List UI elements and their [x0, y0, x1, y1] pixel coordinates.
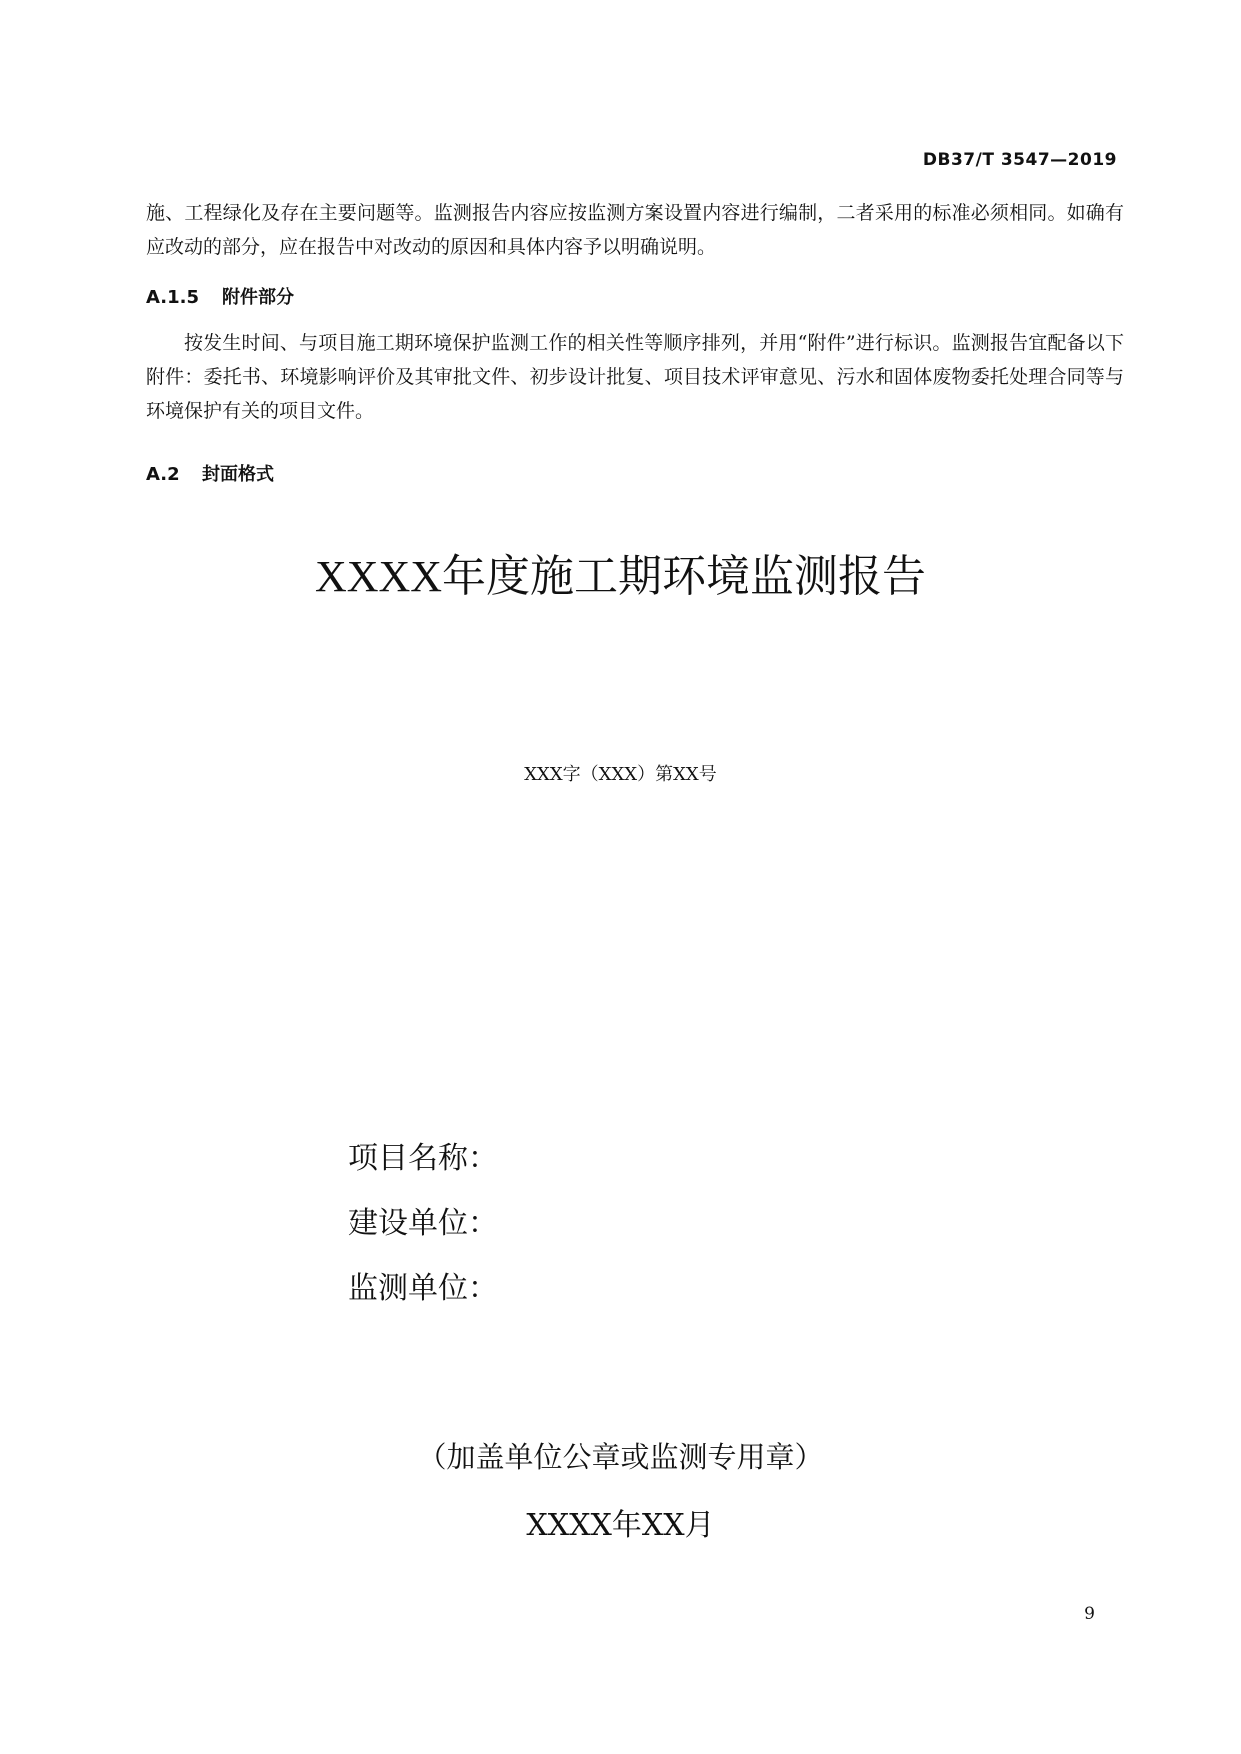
cover-title-year: XXXX	[314, 552, 443, 601]
paragraph-continued: 施、工程绿化及存在主要问题等。监测报告内容应按监测方案设置内容进行编制，二者采用的标准必须相同。如确有应改动的部分，应在报告中对改动的原因和具体内容予以明确说明。	[146, 202, 1124, 258]
section-number: A.2	[146, 464, 180, 485]
section-title: 附件部分	[222, 287, 294, 308]
document-number: XXX字（XXX）第XX号	[524, 764, 717, 785]
section-title: 封面格式	[202, 464, 274, 485]
seal-note: （加盖单位公章或监测专用章）	[417, 1440, 824, 1474]
paragraph-attachments: 按发生时间、与项目施工期环境保护监测工作的相关性等顺序排列，并用“附件”进行标识。监测报告宜配备以下附件：委托书、环境影响评价及其审批文件、初步设计批复、项目技术评审意见、污水和固体废物委托处理合同等与环境保护有关的项目文件。	[146, 332, 1124, 422]
standard-code: DB37/T 3547—2019	[922, 150, 1117, 170]
section-heading-a15	[146, 283, 294, 309]
cover-title	[0, 540, 1241, 604]
construction-unit-label: 建设单位：	[348, 1206, 498, 1241]
section-number: A.1.5	[146, 287, 199, 308]
monitoring-unit-label: 监测单位：	[348, 1271, 498, 1306]
page-number: 9	[1084, 1604, 1095, 1624]
cover-date: XXXX年XX月	[526, 1508, 715, 1543]
section-heading-a2	[146, 460, 274, 486]
cover-title-text: 年度施工期环境监测报告	[442, 551, 927, 602]
project-name-label: 项目名称：	[348, 1141, 498, 1176]
